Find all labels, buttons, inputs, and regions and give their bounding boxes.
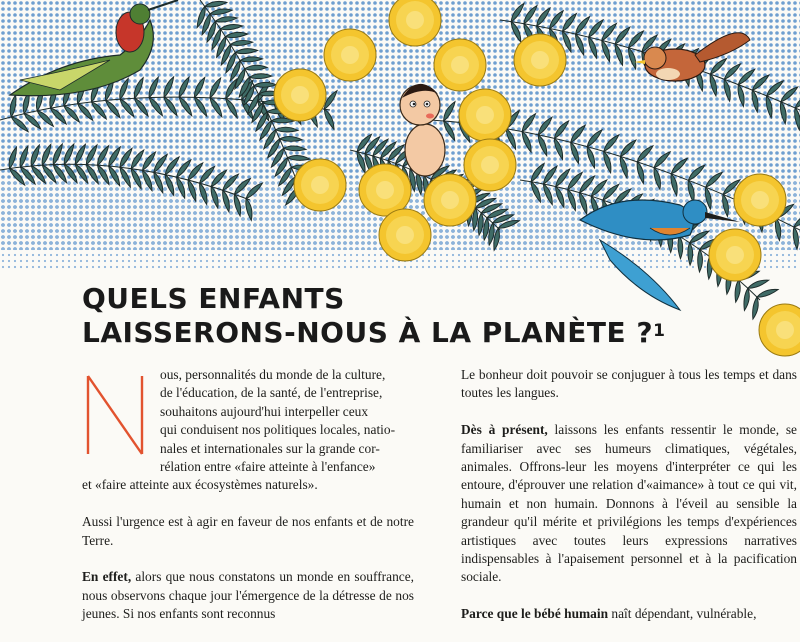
en-effet-paragraph	[82, 568, 414, 623]
des-a-present-text: laissons les enfants ressentir le monde, se familiariser avec ses humeurs climatiques, végétales, animales. Offrons-leur les moyens d'interpréter ce qui les entoure, d'éprouver une relation d'«aimance» à tout ce qui vit, humain et non humain. Donnons à l'éveil au sensible la grandeur qu'il mérite et privilégions les temps d'expériences artistiques avec toutes leurs expressions narratives indispensables à l'apaisement personnel et à la pacification sociale.	[461, 422, 797, 585]
left-column	[82, 366, 414, 642]
fern-leaflet	[750, 297, 760, 320]
intro-line: rélation entre «faire atteinte à l'enfance»	[160, 459, 376, 475]
title-footnote-marker: 1	[653, 321, 666, 341]
bonheur-paragraph: Le bonheur doit pouvoir se conjuguer à tous les temps et dans toutes les langues.	[461, 367, 797, 401]
fern-leaflet	[733, 280, 742, 303]
urgency-paragraph: Aussi l'urgence est à agir en faveur de nos enfants et de notre Terre.	[82, 514, 414, 548]
drop-cap-letter	[82, 370, 148, 458]
intro-line: de l'éducation, de la santé, de l'entreprise,	[160, 385, 383, 401]
bebe-humain-text: naît dépendant, vulnérable,	[608, 606, 757, 622]
intro-line: souhaitons aujourd'hui interpeller ceux	[160, 403, 369, 419]
en-effet-lead: En effet,	[82, 569, 132, 585]
bebe-humain-lead: Parce que le bébé humain	[461, 606, 609, 622]
title-line-2: LAISSERONS-NOUS À LA PLANÈTE ?	[82, 316, 654, 349]
en-effet-text: alors que nous constatons un monde en souffrance, nous observons chaque jour l'émergence de la détresse de nos jeunes. Si nos enfants sont reconnus	[82, 569, 414, 622]
article-title	[82, 282, 665, 350]
fern-leaflet	[756, 288, 779, 299]
fern-leaflet	[742, 288, 752, 311]
intro-line: nales et internationales sur la grande cor-	[160, 440, 380, 456]
intro-line: qui conduisent nos politiques locales, natio-	[160, 422, 396, 438]
intro-line: ous, personnalités du monde de la culture,	[160, 367, 386, 382]
title-line-1: QUELS ENFANTS	[82, 282, 345, 315]
intro-last-line: et «faire atteinte aux écosystèmes naturels».	[82, 477, 318, 493]
des-a-present-paragraph	[461, 421, 797, 587]
fern-leaflet	[747, 278, 770, 289]
bebe-humain-paragraph	[461, 605, 797, 623]
right-column	[461, 366, 797, 642]
des-a-present-lead: Dès à présent,	[461, 422, 548, 438]
